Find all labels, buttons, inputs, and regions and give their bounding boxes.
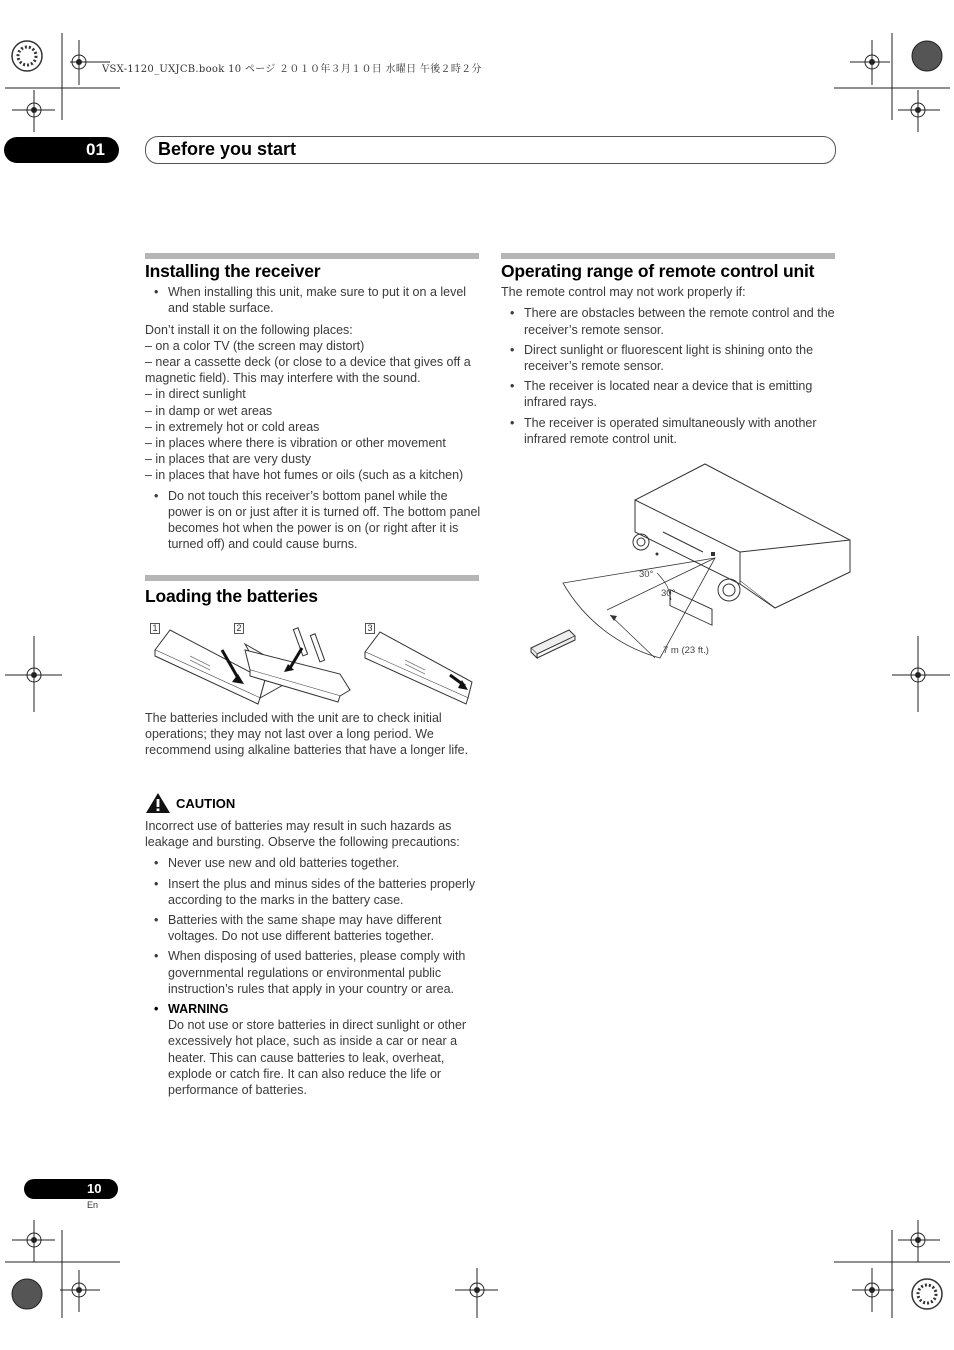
list-item: – in places that have hot fumes or oils (such as a kitchen) [145,468,464,483]
warning-text: Do not use or store batteries in direct sunlight or other excessively hot place, such as inside a car or near a heater. This can cause batteries to leak, overheat, explode or catch fire. It can also reduce the life or performance of batteries. [168,1018,467,1098]
bullet-item: • Batteries with the same shape may have different voltages. Do not use different batteries together. [145,912,481,944]
page-number-tab [24,1179,118,1199]
paragraph: Incorrect use of batteries may result in such hazards as leakage and bursting. Observe the following precautions: [145,819,460,850]
step-number: 2 [234,623,244,634]
paragraph: Don’t install it on the following places: [145,322,353,337]
chapter-title: Before you start [158,139,297,159]
bullet-item: • The receiver is located near a device that is emitting infrared rays. [501,378,837,410]
chapter-title-bar [145,136,836,164]
bullet-item: • Never use new and old batteries together. [145,855,481,871]
bullet-item: • There are obstacles between the remote control and the receiver’s remote sensor. [501,305,837,337]
paragraph: The batteries included with the unit are to check initial operations; they may not last over a long period. We recommend using alkaline batteries that have a longer life. [145,711,469,758]
list-item: – in places that are very dusty [145,452,312,467]
caution-title: CAUTION [176,796,236,811]
language-code: En [87,1200,99,1210]
bullet-item: • Do not touch this receiver’s bottom panel while the power is on or just after it is turned off. The bottom panel becomes hot when the power is on (or right after it is turned off) and could cause burns. [145,488,481,553]
step-number: 1 [150,623,160,634]
distance-label: 7 m (23 ft.) [663,645,709,656]
section-rule [145,253,479,259]
list-item: – in direct sunlight [145,387,246,402]
section-title: Installing the receiver [145,261,321,281]
section-title: Operating range of remote control unit [501,261,815,281]
installing-section [145,263,481,552]
list-item: – in damp or wet areas [145,403,273,418]
warning-title: • WARNING [145,1001,481,1017]
angle-label-top: 30° [639,569,654,580]
warning-triangle-icon [145,792,171,814]
remote-range-diagram [525,460,855,665]
paragraph: The remote control may not work properly if: [501,285,746,300]
bullet-item: • Insert the plus and minus sides of the batteries properly according to the marks in the battery case. [145,876,481,908]
batteries-title-wrap [145,586,318,607]
list-item: – in extremely hot or cold areas [145,419,320,434]
list-item: – on a color TV (the screen may distort) [145,338,365,353]
chapter-number: 01 [86,140,105,159]
section-rule [501,253,835,259]
remote-section [501,263,837,447]
print-slug: VSX-1120_UXJCB.book 10 ページ ２０１０年３月１０日 水曜日 午後２時２分 [102,64,482,75]
list-item: – in places where there is vibration or other movement [145,436,446,451]
bullet-item: • When disposing of used batteries, please comply with governmental regulations or environmental public instruction’s rules that apply in your country or area. [145,948,481,997]
angle-label-bottom: 30° [661,588,676,599]
battery-loading-illustration [150,620,480,705]
list-item: – near a cassette deck (or close to a device that gives off a magnetic field). This may interfere with the sound. [145,355,471,386]
chapter-tab [4,137,119,163]
section-rule [145,575,479,581]
bullet-item: • The receiver is operated simultaneously with another infrared remote control unit. [501,415,837,447]
bullet-item: • When installing this unit, make sure to put it on a level and stable surface. [145,284,481,316]
step-number: 3 [365,623,375,634]
caution-body [145,818,481,1098]
batteries-body [145,710,481,759]
section-title: Loading the batteries [145,586,318,606]
bullet-item: • Direct sunlight or fluorescent light is shining onto the receiver’s remote sensor. [501,342,837,374]
page-number: 10 [87,1181,102,1196]
